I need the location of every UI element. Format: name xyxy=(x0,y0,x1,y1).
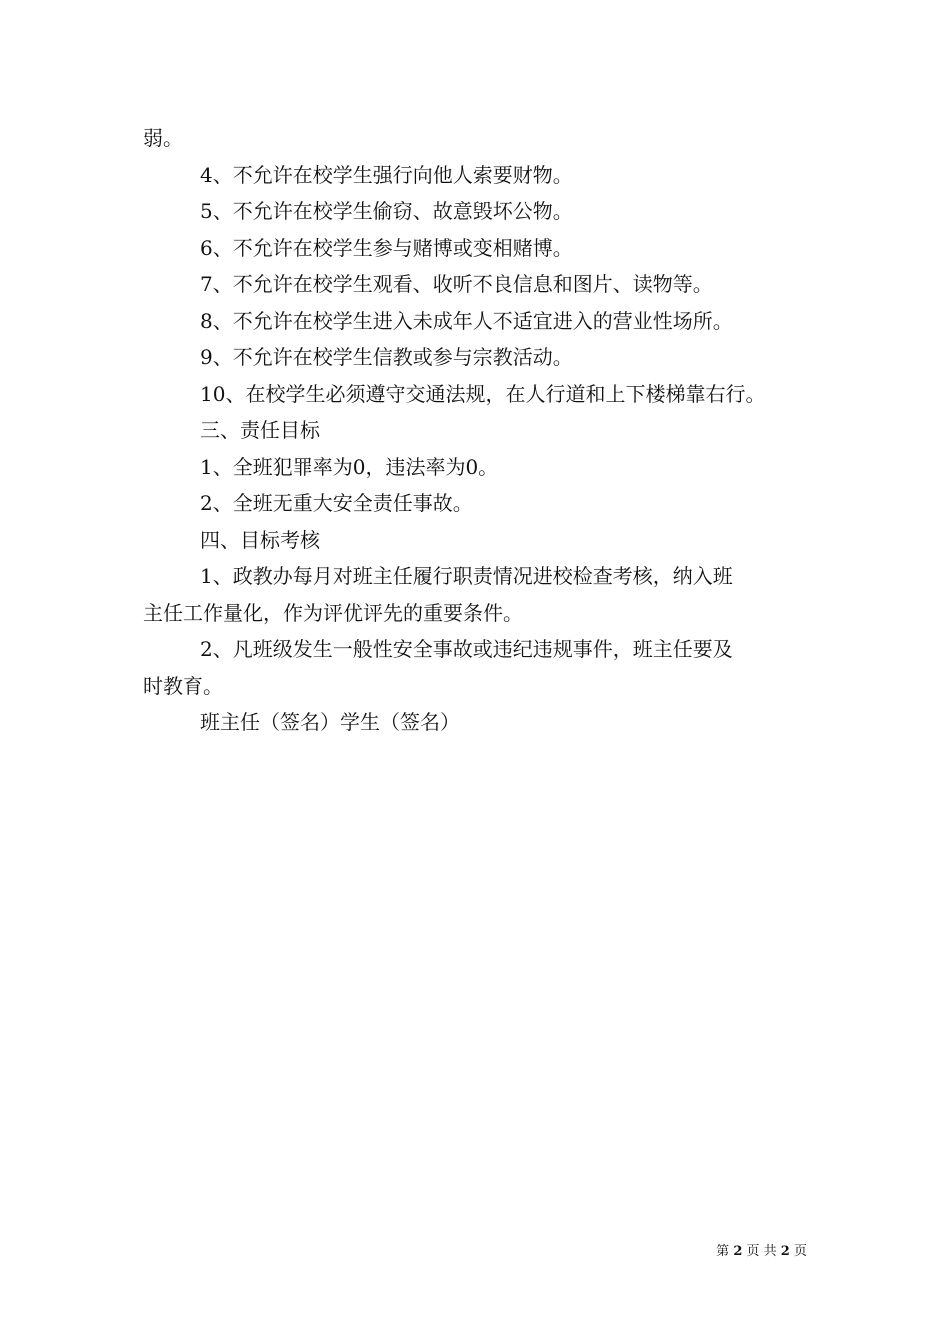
assessment-item-1-line-1: 1、政教办每月对班主任履行职责情况进校检查考核，纳入班 xyxy=(200,564,733,588)
footer-current-page: 2 xyxy=(733,1244,743,1259)
rule-item-4: 4、不允许在校学生强行向他人索要财物。 xyxy=(200,162,573,187)
assessment-item-2-line-2: 时教育。 xyxy=(143,673,223,698)
footer-total-pages: 2 xyxy=(780,1244,790,1259)
rule-item-9: 9、不允许在校学生信教或参与宗教活动。 xyxy=(200,345,573,369)
rule-item-10: 10、在校学生必须遵守交通法规，在人行道和上下楼梯靠右行。 xyxy=(200,381,766,406)
rule-item-6: 6、不允许在校学生参与赌博或变相赌博。 xyxy=(200,235,573,260)
footer-prefix: 第 xyxy=(716,1244,730,1259)
signature-line: 班主任（签名）学生（签名） xyxy=(200,710,460,734)
rule-item-8: 8、不允许在校学生进入未成年人不适宜进入的营业性场所。 xyxy=(200,308,733,333)
assessment-item-2-line-1: 2、凡班级发生一般性安全事故或违纪违规事件，班主任要及 xyxy=(200,637,733,661)
goal-item-1: 1、全班犯罪率为0，违法率为0。 xyxy=(200,454,499,479)
footer-suffix: 页 xyxy=(793,1244,807,1259)
goal-item-2: 2、全班无重大安全责任事故。 xyxy=(200,491,473,515)
rule-item-5: 5、不允许在校学生偷窃、故意毁坏公物。 xyxy=(200,199,573,223)
assessment-item-1-line-2: 主任工作量化，作为评优评先的重要条件。 xyxy=(143,600,523,625)
footer-middle: 页 共 xyxy=(746,1244,777,1259)
section-heading-responsibility-goals: 三、责任目标 xyxy=(200,418,320,442)
section-heading-goal-assessment: 四、目标考核 xyxy=(200,527,320,552)
rule-item-7: 7、不允许在校学生观看、收听不良信息和图片、读物等。 xyxy=(200,272,713,296)
document-body xyxy=(143,120,823,741)
page-footer xyxy=(716,1243,807,1261)
paragraph-continuation: 弱。 xyxy=(143,126,183,150)
